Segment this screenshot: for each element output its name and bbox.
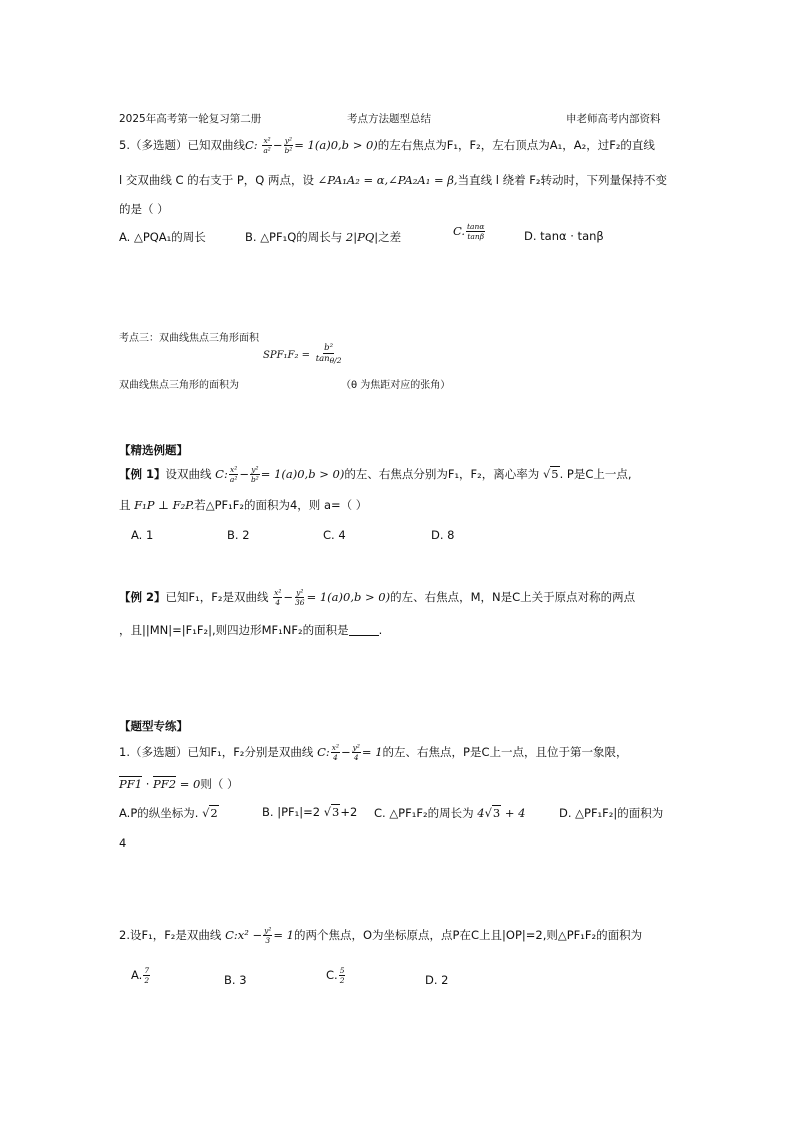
ex1-line2b: 若△PF₁F₂的面积为4，则 a=（ ） [194,498,368,512]
p2-option-a [131,966,151,985]
p2-option-c-label: C. [326,968,338,982]
answer-blank[interactable] [349,625,379,636]
q5-option-b [245,229,401,245]
q5-after-eq: 的左右焦点为F₁，F₂，左右顶点为A₁，A₂，过F₂的直线 [377,138,655,152]
p1-line1: 1.（多选题）已知F₁，F₂分别是双曲线 C: $\frac{\text{x²}}{4}$ − $\frac{\text{y²}}{4}$ = 1的左、右焦点，P是C上一点，且位于第一象限， [119,743,628,762]
p2-option-c [326,966,346,985]
p2-line1: 2.设F₁，F₂是双曲线 C:x² − $\frac{\text{y²}}{3}$ = 1的两个焦点，O为坐标原点，点P在C上且|OP|=2,则△PF₁F₂的面积为 [119,926,643,945]
p1-option-a-val: 2 [210,806,218,820]
p2-option-a-den: 2 [144,976,150,985]
ex1-perp: F₁P ⊥ F₂P. [134,498,195,512]
ex2-text1: 已知F₁，F₂是双曲线 [165,590,269,604]
p1-option-b: B. |PF₁|=2 √3+2 [262,805,358,819]
header-right: 申老师高考内部资料 [566,113,661,125]
ex1-label: 【例 1】 [119,467,166,481]
q5-line2a: l 交双曲线 C 的右支于 P，Q 两点，设 [119,173,314,187]
ex2-eq-tail: = 1(a)0,b > 0) [306,590,391,604]
ex2-line2 [119,622,382,638]
p1-option-b-val: 3 [332,805,340,819]
ex1-option-c: C. 4 [323,528,346,542]
q5-option-b-text: B. △PF₁Q的周长与 [245,230,343,244]
ex1-sqrt-val: 5 [551,467,559,481]
q5-option-d: D. tanα · tanβ [524,229,604,243]
p2-option-c-num: 5 [339,966,345,975]
section-practice: 【题型专练】 [119,719,188,733]
header-center: 考点方法题型总结 [347,113,431,125]
q5-option-c [453,222,486,241]
ex2-line2a: ，且||MN|=|F₁F₂|,则四边形MF₁NF₂的面积是 [119,623,349,637]
ex1-option-b: B. 2 [227,528,250,542]
p1-option-a-text: A.P的纵坐标为. [119,806,199,820]
p1-text2: 的左、右焦点，P是C上一点，且位于第一象限， [382,745,628,759]
ex1-text3: . P是C上一点, [559,467,632,481]
kaodian3-note: （θ 为焦距对应的张角） [341,380,451,391]
ex1-c-label: C: [215,467,228,481]
p1-option-c: C. △PF₁F₂的周长为 4√3 + 4 [374,806,526,820]
q5-line3: 的是（ ） [119,202,169,216]
q5-eq-tail: = 1(a)0,b > 0) [294,138,378,152]
q5-option-c-den: tanβ [467,232,485,241]
p1-text1: 1.（多选题）已知F₁，F₂分别是双曲线 [119,745,314,759]
p2-c-label: C:x² − [225,928,263,942]
kaodian3-desc: 双曲线焦点三角形的面积为 [119,380,239,391]
p1-c-label: C: [317,745,330,759]
p1-eq-tail: = 1 [361,745,383,759]
ex1-eq-tail: = 1(a)0,b > 0) [260,467,345,481]
p1-option-d-wrap: 4 [119,836,127,850]
q5-option-b-tail: 之差 [378,230,402,244]
p2-text2: 的两个焦点，O为坐标原点，点P在C上且|OP|=2,则△PF₁F₂的面积为 [294,928,643,942]
ex1-line1: 【例 1】设双曲线 C: $\frac{\text{x²}}{\text{a²}}$ − $\frac{\text{y²}}{\text{b²}}$ = 1(a)0,b > 0)的左、右焦点分别为F₁，F₂，离心率为 √5. P是C上一点, [119,465,632,484]
q5-option-c-label: C. [453,224,466,238]
ex1-option-a: A. 1 [131,528,154,542]
p2-option-d: D. 2 [425,973,449,987]
kaodian3-formula-den-sub: θ/2 [329,356,342,365]
ex1-line2 [119,497,367,513]
p1-option-d: D. △PF₁F₂|的面积为 [559,806,664,820]
p1-tail: 则（ ） [200,777,239,791]
p1-option-c-pre: 4 [477,806,485,820]
ex1-line2a: 且 [119,498,131,512]
kaodian3-formula-lhs: SPF₁F₂ = [263,350,311,361]
p1-option-a: A.P的纵坐标为. √2 [119,806,218,820]
p1-vec1: PF1 [119,777,143,791]
section-featured-examples: 【精选例题】 [119,443,188,457]
q5-c-label: C: [244,138,258,152]
kaodian3-formula-den: tan [315,354,330,364]
p1-option-c-tail: + 4 [504,806,526,820]
p2-text1: 2.设F₁，F₂是双曲线 [119,928,222,942]
ex2-text2: 的左、右焦点，M，N是C上关于原点对称的两点 [390,590,636,604]
q5-angle: ∠PA₁A₂ = α,∠PA₂A₁ = β, [317,173,458,187]
p1-vec2: PF2 [153,777,177,791]
q5-line2 [119,172,667,188]
ex1-option-d: D. 8 [431,528,455,542]
header-left: 2025年高考第一轮复习第二册 [119,113,262,125]
kaodian3-formula [263,343,343,366]
q5-line1: 5.（多选题）已知双曲线C: $\frac{\text{x²}}{\text{a²}}$ − $\frac{\text{y²}}{\text{b²}}$ = 1(a)0,b > 0)的左右焦点为F₁，F₂，左右顶点为A₁，A₂，过F₂的直线 [119,136,655,155]
q5-option-b-math: 2|PQ| [345,230,379,244]
q5-line2b: 当直线 l 绕着 F₂转动时，下列量保持不变 [457,173,667,187]
p1-option-c-val: 3 [492,806,501,820]
p2-option-b: B. 3 [224,973,247,987]
p1-option-b-text: B. |PF₁|=2 [262,805,321,819]
q5-option-a: A. △PQA₁的周长 [119,230,206,244]
kaodian3-title: 考点三：双曲线焦点三角形面积 [119,333,259,344]
q5-prefix: 5.（多选题）已知双曲线 [119,138,245,152]
kaodian3-formula-num: b² [324,343,334,353]
p1-eq-zero: = 0 [179,777,201,791]
ex2-label: 【例 2】 [119,590,166,604]
ex2-line2b: . [378,623,383,637]
p2-option-a-label: A. [131,968,143,982]
ex1-text2: 的左、右焦点分别为F₁，F₂，离心率为 [344,467,540,481]
p2-option-c-den: 2 [339,976,345,985]
p1-line2: PF1 · PF2 = 0则（ ） [119,777,239,791]
ex2-line1: 【例 2】已知F₁，F₂是双曲线 $\frac{\text{x²}}{4}$ − $\frac{\text{y²}}{36}$ = 1(a)0,b > 0)的左、右焦点，M，N是C上关于原点对称的两点 [119,588,636,607]
p2-option-a-num: 7 [144,966,150,975]
q5-option-c-num: tanα [467,222,485,231]
p1-option-c-text: C. △PF₁F₂的周长为 [374,806,474,820]
p1-option-b-tail: +2 [340,805,358,819]
p2-eq-tail: = 1 [273,928,294,942]
ex1-text1: 设双曲线 [165,467,212,481]
